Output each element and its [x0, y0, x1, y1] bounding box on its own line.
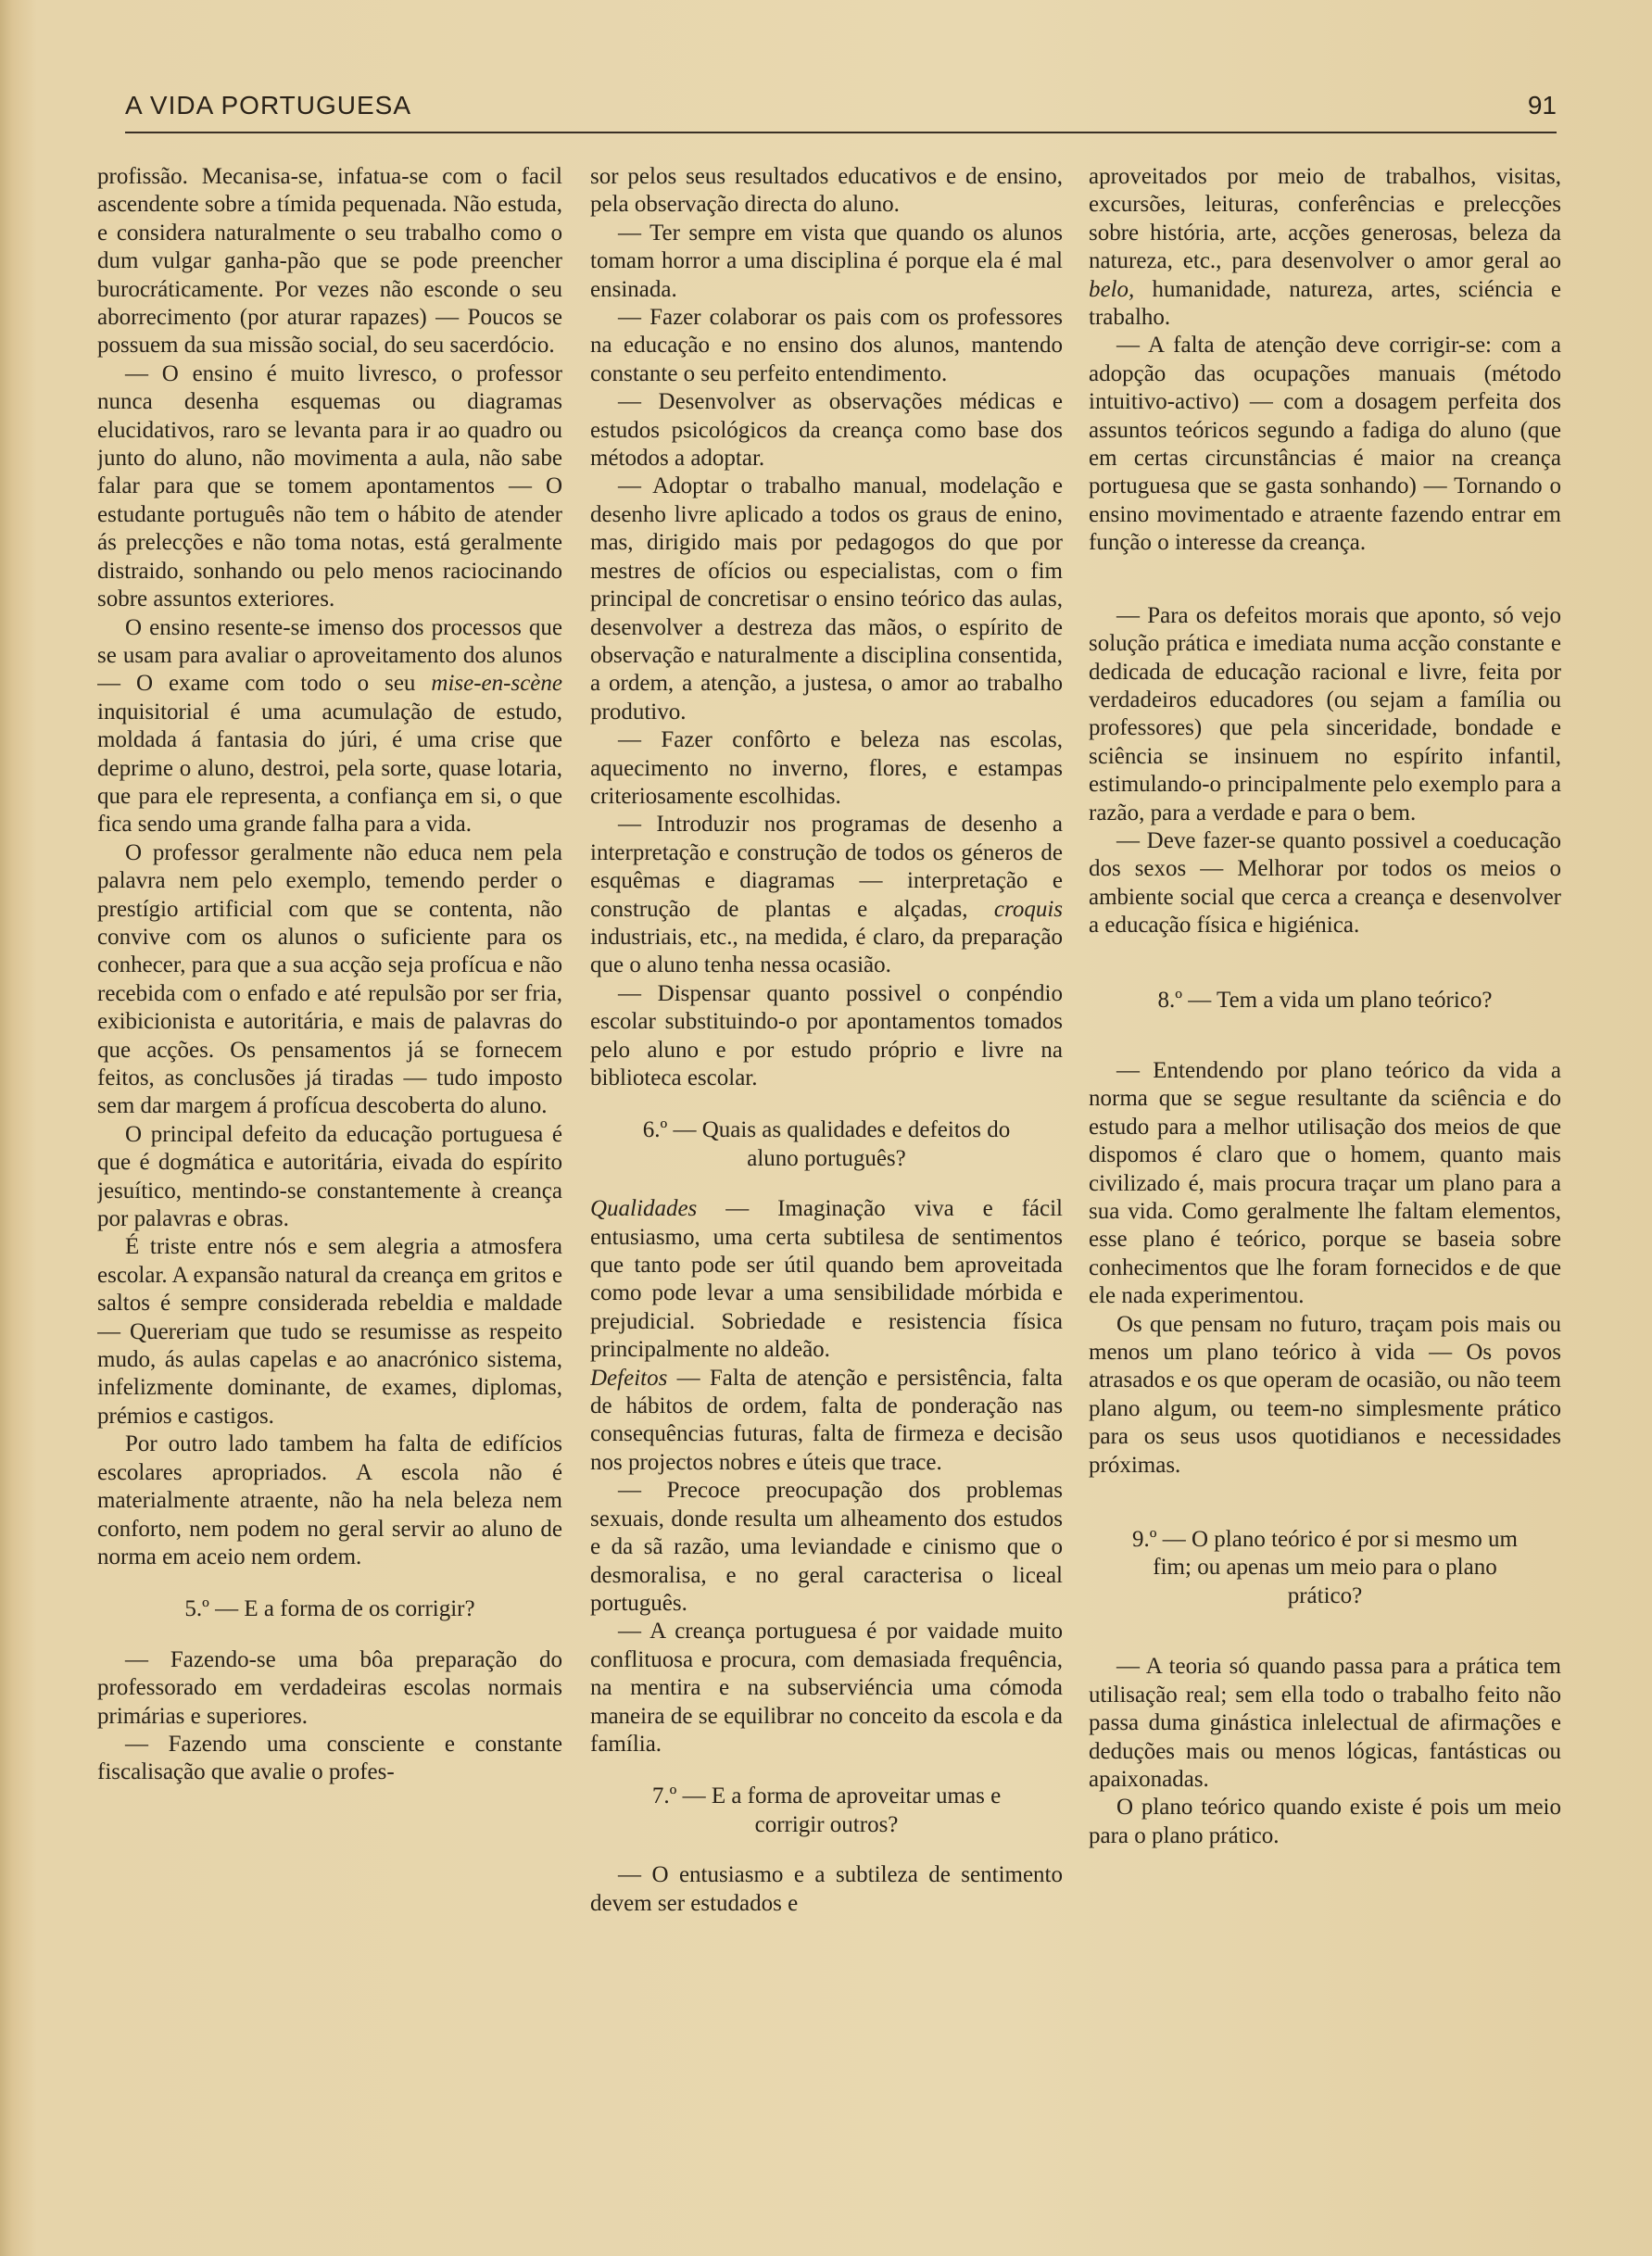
running-title: A VIDA PORTUGUESA	[125, 91, 412, 120]
italic-term: belo,	[1089, 276, 1135, 302]
text-column-1	[97, 163, 562, 2229]
paragraph: — Entendendo por plano teórico da vida a norma que se segue resultante da sciência e do estudo para a melhor utilisação dos meios de que dispomos é claro que o homem, quanto mais civilizado é, mais procura traçar um plano para a sua vida. Como geralmente lhe faltam elementos, esse plano é teórico, porque se baseia sobre conhecimentos que lhe foram fornecidos e de que ele nada experimentou.	[1089, 1057, 1561, 1309]
italic-term: Qualidades	[590, 1196, 698, 1222]
italic-term: mise-en-scène	[431, 671, 562, 697]
question-heading-5: 5.º — E a forma de os corrigir?	[184, 1596, 475, 1622]
question-heading-6: 6.º — Quais as qualidades e defeitos do aluno português?	[642, 1117, 1011, 1171]
paragraph: — O entusiasmo e a subtileza de sentimento devem ser estudados e	[590, 1862, 1063, 1916]
paragraph: — Fazendo-se uma bôa preparação do professorado em verdadeiras escolas normais primárias e superiores.	[97, 1646, 562, 1729]
question-heading-8: 8.º — Tem a vida um plano teórico?	[1157, 987, 1493, 1013]
paragraph: — Desenvolver as observações médicas e estudos psicológicos da creança como base dos métodos a adoptar.	[590, 389, 1063, 472]
paragraph: — Precoce preocupação dos problemas sexuais, donde resulta um alheamento dos estudos e da sã razão, uma leviandade e cinismo que o desmoralisa, e no geral caracterisa o liceal português.	[590, 1478, 1063, 1616]
paragraph: O professor geralmente não educa nem pela palavra nem pelo exemplo, temendo perder o prestígio artificial com que se contenta, não convive com os alunos o suficiente para os conhecer, para que a sua acção seja profícua e não recebida com o enfado e até repulsão por ser fria, exibicionista e autoritária, e mais de palavras do que acções. Os pensamentos já se fornecem feitos, as conclusões já tiradas — tudo imposto sem dar margem á profícua descoberta do aluno.	[97, 839, 562, 1119]
paragraph: Qualidades — Imaginação viva e fácil entusiasmo, uma certa subtilesa de sentimentos que tanto pode ser útil quando bem aproveitada como pode levar a uma sensibilidade mórbida e prejudicial. Sobriedade e resistencia física principalmente no aldeão.	[590, 1196, 1063, 1363]
italic-term: Defeitos	[590, 1365, 668, 1391]
paragraph: — Fazendo uma consciente e constante fiscalisação que avalie o profes-	[97, 1731, 562, 1785]
paragraph: — Para os defeitos morais que aponto, só vejo solução prática e imediata numa acção constante e dedicada de educação racional e livre, feita por verdadeiros educadores (ou sejam a família ou professores) que pela sinceridade, bondade e sciência se insinuem no espírito infantil, estimulando-o principalmente pelo exemplo para a razão, para a verdade e para o bem.	[1089, 602, 1561, 826]
paragraph: — Fazer colaborar os pais com os professores na educação e no ensino dos alunos, mantendo constante o seu perfeito entendimento.	[590, 305, 1063, 386]
paragraph: O plano teórico quando existe é pois um meio para o plano prático.	[1089, 1795, 1561, 1848]
question-heading-7: 7.º — E a forma de aproveitar umas e corrigir outros?	[651, 1783, 1002, 1837]
paragraph: profissão. Mecanisa-se, infatua-se com o facil ascendente sobre a tímida pequenada. Não estuda, e considera naturalmente o seu trabalho como o dum vulgar ganha-pão que se pode preencher burocráticamente. Por vezes não esconde o seu aborrecimento (por aturar rapazes) — Poucos se possuem da sua missão social, do seu sacerdócio.	[97, 164, 562, 359]
question-heading-9: 9.º — O plano teórico é por si mesmo um fim; ou apenas um meio para o plano prático?	[1131, 1527, 1518, 1608]
paragraph: É triste entre nós e sem alegria a atmosfera escolar. A expansão natural da creança em gritos e saltos é sempre considerada rebeldia e maldade — Quereriam que tudo se resumisse as respeito mudo, ás aulas capelas e ao anacrónico sistema, infelizmente dominante, de exames, diplomas, prémios e castigos.	[97, 1234, 562, 1429]
paragraph: aproveitados por meio de trabalhos, visitas, excursões, leituras, conferências e prelecções sobre história, arte, acções generosas, beleza da natureza, etc., para desenvolver o amor geral ao belo, humanidade, natureza, artes, sciéncia e trabalho.	[1089, 164, 1561, 331]
paragraph: — A falta de atenção deve corrigir-se: com a adopção das ocupações manuais (método intuitivo-activo) — com a dosagem perfeita dos assuntos teóricos segundo a fadiga do aluno (que em certas circunstâncias é maior na creança portuguesa que se gasta sonhando) — Tornando o ensino movimentado e atraente fazendo entrar em função o interesse da creança.	[1089, 333, 1561, 556]
paragraph: — A creança portuguesa é por vaidade muito conflituosa e procura, com demasiada frequência, na mentira e na subserviéncia uma cómoda maneira de se equilibrar no conceito da escola e da família.	[590, 1619, 1063, 1757]
paragraph: O principal defeito da educação portuguesa é que é dogmática e autoritária, eivada do espírito jesuítico, mentindo-se constantemente à creança por palavras e obras.	[97, 1121, 562, 1232]
paragraph: — Ter sempre em vista que quando os alunos tomam horror a uma disciplina é porque ela é mal ensinada.	[590, 220, 1063, 302]
paragraph: — O ensino é muito livresco, o professor nunca desenha esquemas ou diagramas elucidativos, raro se levanta para ir ao quadro ou junto do aluno, não movimenta a aula, não sabe falar para que se tomem apontamentos — O estudante português não tem o hábito de atender ás prelecções e não toma notas, está geralmente distraido, sonhando ou pelo menos raciocinando sobre assuntos exteriores.	[97, 360, 562, 612]
paragraph: O ensino resente-se imenso dos processos que se usam para avaliar o aproveitamento dos alunos — O exame com todo o seu mise-en-scène inquisitorial é uma acumulação de estudo, moldada á fantasia do júri, é uma crise que deprime o aluno, destroi, pela sorte, quase lotaria, que para ele representa, a confiança em si, o que fica sendo uma grande falha para a vida.	[97, 614, 562, 838]
paragraph: — Adoptar o trabalho manual, modelação e desenho livre aplicado a todos os graus de enino, mas, dirigido mais por pedagogos do que por mestres de ofícios ou especialistas, com o fim principal de concretisar o ensino teórico das aulas, desenvolver a destreza das mãos, o espírito de observação e naturalmente a disciplina consentida, a ordem, a atenção, a justesa, o amor ao trabalho produtivo.	[590, 473, 1063, 725]
text-column-3	[1089, 163, 1561, 2229]
paragraph: — Dispensar quanto possivel o conpéndio escolar substituindo-o por apontamentos tomados pelo aluno e por estudo próprio e livre na biblioteca escolar.	[590, 980, 1063, 1090]
paragraph: Os que pensam no futuro, traçam pois mais ou menos um plano teórico à vida — Os povos atrasados e os que operam de ocasião, ou não teem plano algum, ou teem-no simplesmente prático para os seus usos quotidianos e necessidades próximas.	[1089, 1311, 1561, 1478]
page-number: 91	[1527, 91, 1557, 120]
paragraph: sor pelos seus resultados educativos e de ensino, pela observação directa do aluno.	[590, 164, 1063, 218]
paragraph: — Deve fazer-se quanto possivel a coeducação dos sexos — Melhorar por todos os meios o ambiente social que cerca a creança e desenvolver a educação física e higiénica.	[1089, 827, 1561, 939]
paragraph: — Fazer confôrto e beleza nas escolas, aquecimento no inverno, flores, e estampas criteriosamente escolhidas.	[590, 727, 1063, 809]
text-column-2	[590, 163, 1063, 2229]
running-header	[125, 91, 1557, 133]
paragraph: — A teoria só quando passa para a prática tem utilisação real; sem ella todo o trabalho feito não passa duma ginástica inlelectual de afirmações e deduções mais ou menos lógicas, fantásticas ou apaixonadas.	[1089, 1654, 1561, 1792]
paragraph: Defeitos — Falta de atenção e persistência, falta de hábitos de ordem, falta de ponderação nas consequências futuras, falta de firmeza e decisão nos projectos nobres e úteis que trace.	[590, 1365, 1063, 1475]
paragraph: — Introduzir nos programas de desenho a interpretação e construção de todos os géneros de esquêmas e diagramas — interpretação e construção de plantas e alçadas, croquis industriais, etc., na medida, é claro, da preparação que o aluno tenha nessa ocasião.	[590, 812, 1063, 978]
italic-term: croquis	[993, 896, 1063, 922]
paragraph: Por outro lado tambem ha falta de edifícios escolares apropriados. A escola não é materialmente atraente, não ha nela beleza nem conforto, nem podem no geral servir ao aluno de norma em aceio nem ordem.	[97, 1431, 562, 1569]
